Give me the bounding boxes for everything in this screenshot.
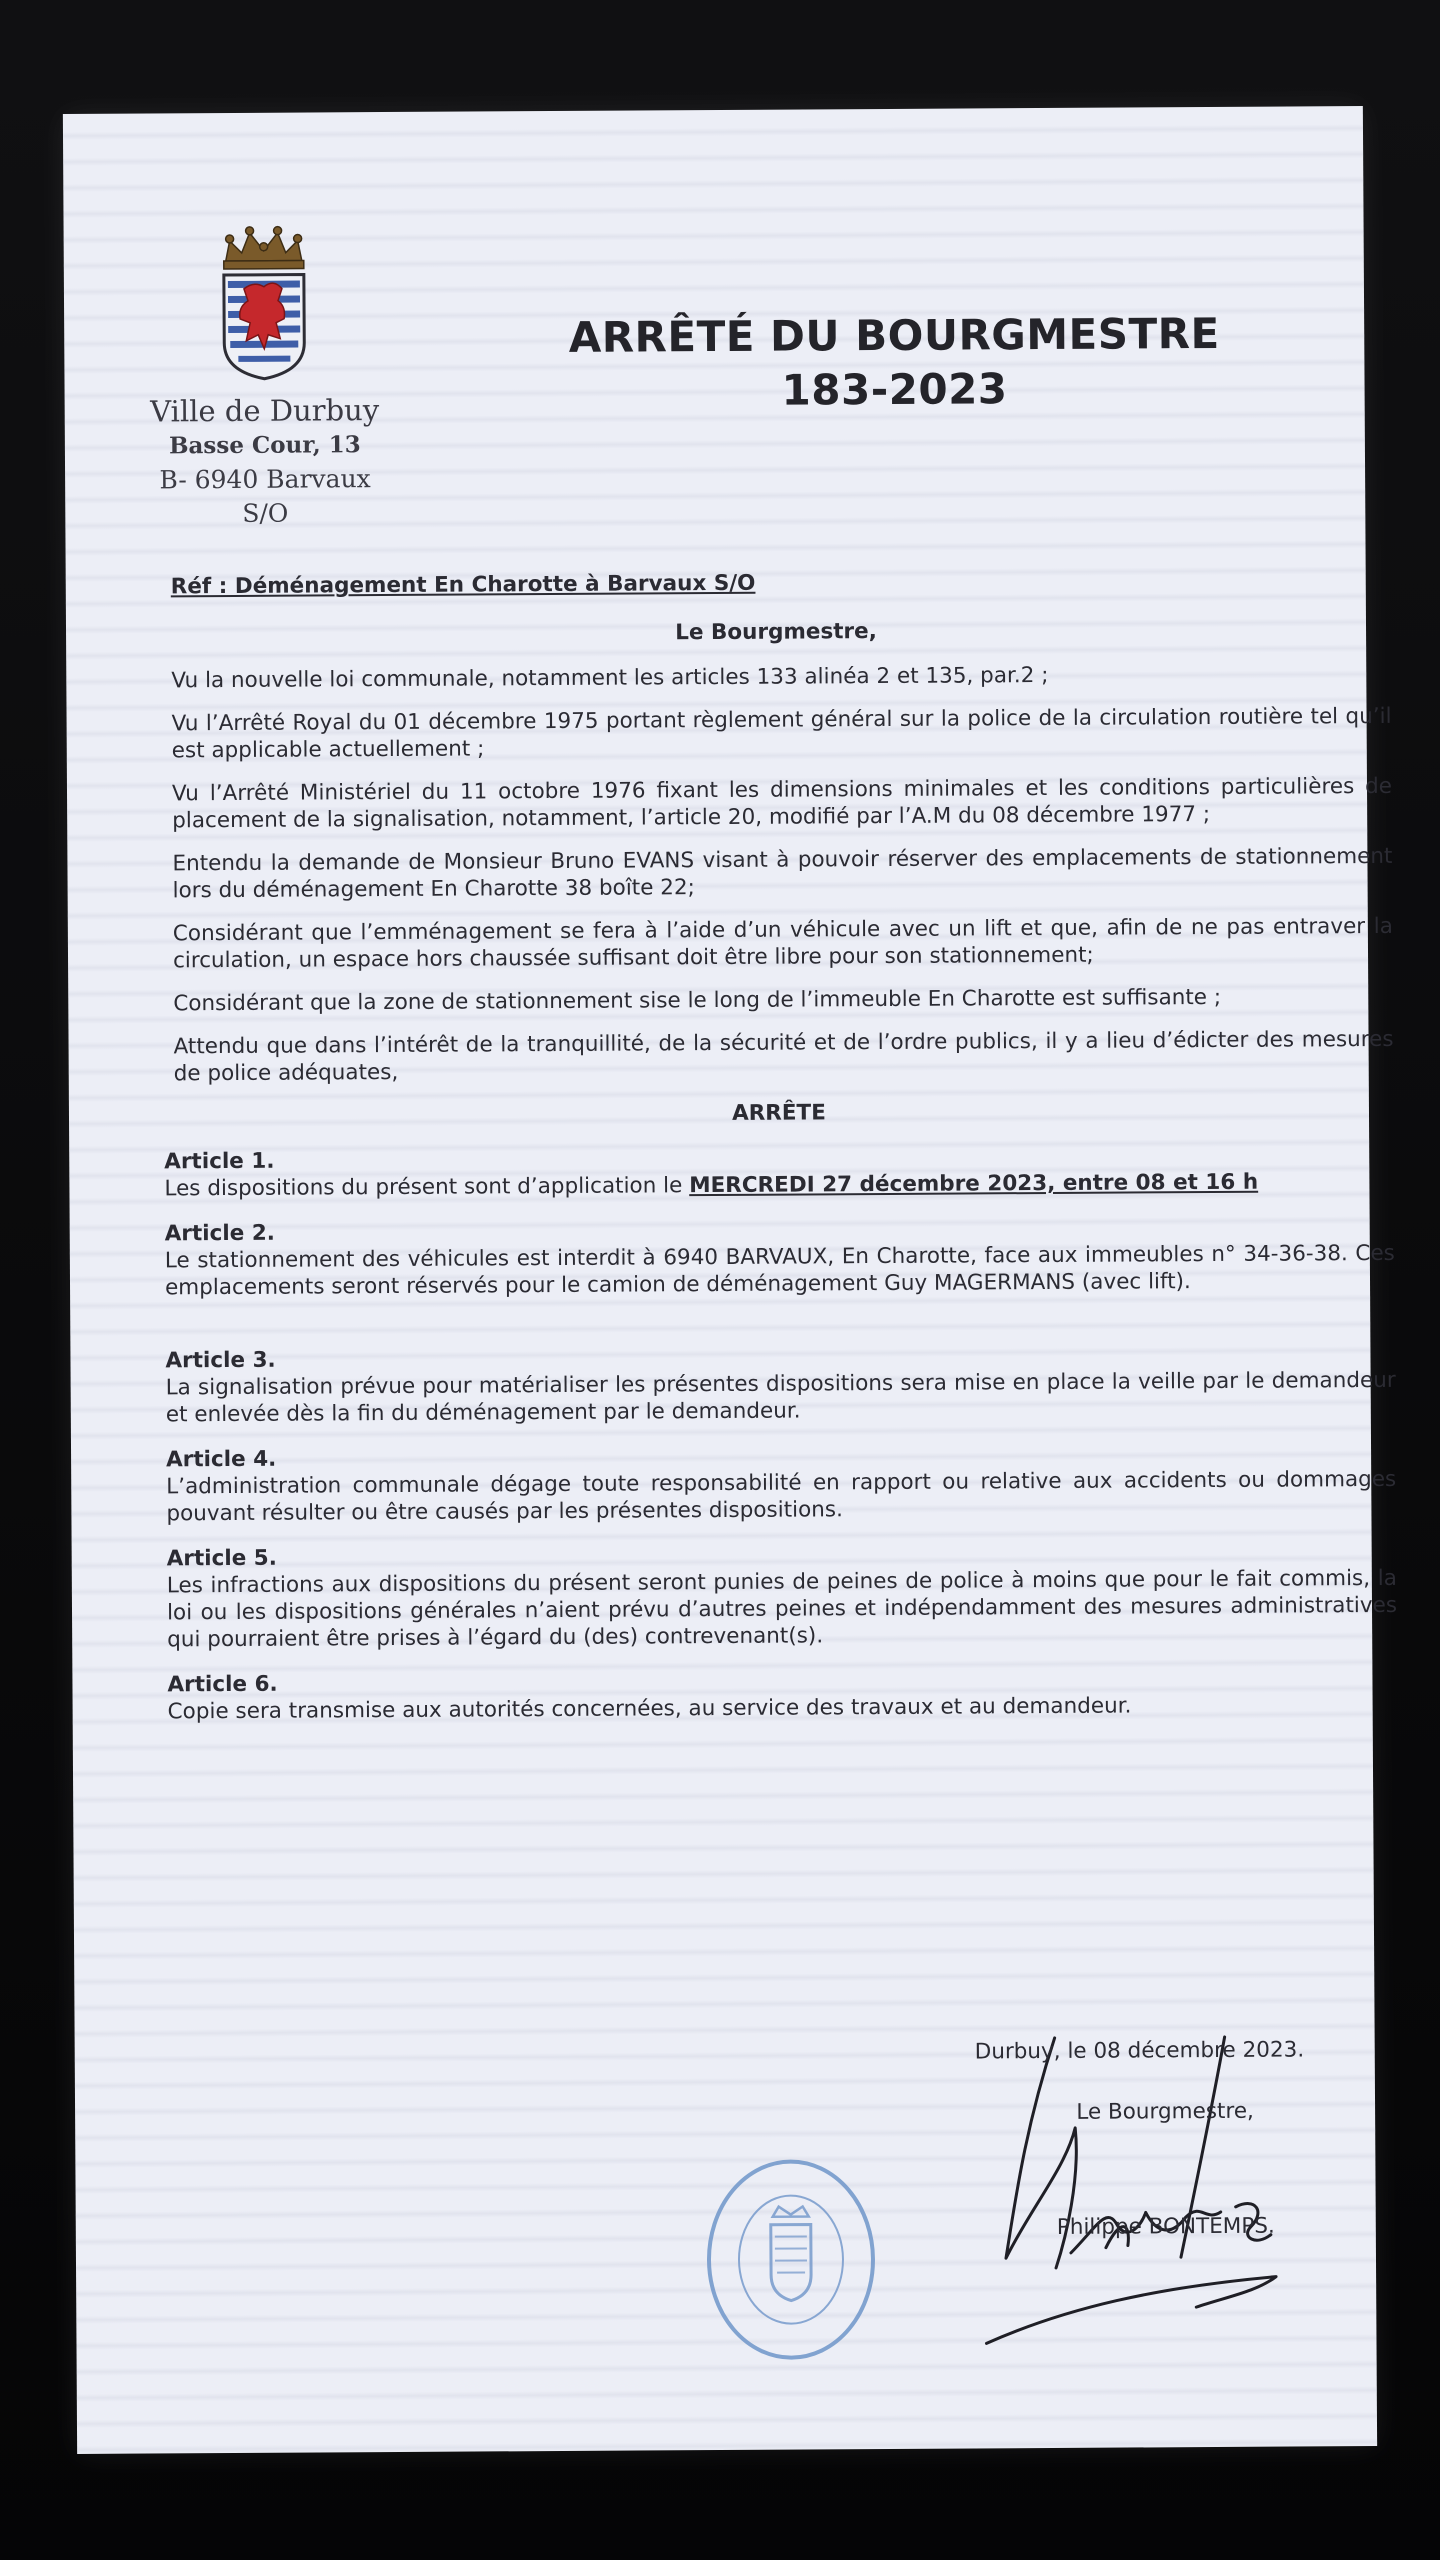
- coat-of-arms-icon: [216, 222, 313, 383]
- consideration-paragraph: Considérant que l’emménagement se fera à l’aide d’un véhicule avec un lift et que, afin de ne pas entraver la circulation, un espace hors chaussée suffisant doit être libre pour son stationnement;: [172, 913, 1393, 974]
- document-page: [63, 106, 1398, 2454]
- signatory-name: Philippe BONTEMPS.: [1056, 2213, 1275, 2240]
- consideration-paragraph: Vu l’Arrêté Royal du 01 décembre 1975 portant règlement général sur la police de la circulation routière tel qu’il est applicable actuellement ;: [171, 703, 1392, 764]
- consideration-paragraph: Vu la nouvelle loi communale, notamment les articles 133 alinéa 2 et 135, par.2 ;: [171, 662, 1049, 694]
- town-name: Ville de Durbuy: [150, 393, 380, 429]
- decree-number: 183-2023: [781, 364, 1008, 415]
- article-6-title: Article 6.: [167, 1671, 278, 1698]
- municipal-stamp-icon: [700, 2154, 881, 2365]
- article-2-text: Le stationnement des véhicules est interdit à 6940 BARVAUX, En Charotte, face aux immeubles n° 34-36-38. Ces emplacements seront réservés pour le camion de déménagement Guy MAGERMANS (avec lift).: [164, 1240, 1395, 1301]
- consideration-paragraph: Entendu la demande de Monsieur Bruno EVANS visant à pouvoir réserver des emplacements de stationnement lors du déménagement En Charotte 38 boîte 22;: [172, 843, 1393, 904]
- article-5-text: Les infractions aux dispositions du présent seront punies de peines de police à moins que pour le fait commis, la loi ou les dispositions générales n’aient prévu d’autres peines et indépendamment des mesures administratives qui pourraient être prises à l’égard du (des) contrevenant(s).: [166, 1565, 1398, 1653]
- consideration-paragraph: Considérant que la zone de stationnement sise le long de l’immeuble En Charotte est suffisante ;: [173, 984, 1222, 1017]
- document-body: [161, 566, 1398, 1743]
- article-1-body: Les dispositions du présent sont d’application le: [164, 1173, 690, 1202]
- reference-line: Réf : Déménagement En Charotte à Barvaux S/O: [170, 570, 756, 600]
- article-2-title: Article 2.: [164, 1220, 275, 1247]
- article-4-text: L’administration communale dégage toute responsabilité en rapport ou relative aux accidents ou dommages pouvant résulter ou être causés par les présentes dispositions.: [166, 1466, 1397, 1527]
- signatory-role: Le Bourgmestre,: [1076, 2098, 1254, 2125]
- article-6-text: Copie sera transmise aux autorités concernées, au service des travaux et au demandeur.: [167, 1693, 1132, 1725]
- decree-title: [534, 307, 1255, 419]
- consideration-paragraph: Attendu que dans l’intérêt de la tranquillité, de la sécurité et de l’ordre publics, il y a lieu d’édicter des mesures de police adéquates,: [173, 1026, 1394, 1087]
- article-3-title: Article 3.: [165, 1347, 276, 1374]
- article-4-title: Article 4.: [166, 1446, 277, 1473]
- town-street: Basse Cour, 13: [168, 431, 361, 460]
- article-1-date: MERCREDI 27 décembre 2023, entre 08 et 16 h: [689, 1169, 1259, 1199]
- decree-title-line: ARRÊTÉ DU BOURGMESTRE: [568, 308, 1220, 362]
- signature-block: [955, 2036, 1376, 2242]
- town-city: B- 6940 Barvaux S/O: [159, 464, 371, 528]
- letterhead: [134, 222, 396, 532]
- decree-heading: ARRÊTE: [732, 1100, 826, 1126]
- article-3-text: La signalisation prévue pour matérialiser les présentes dispositions sera mise en place la veille par le demandeur et enlevée dès la fin du déménagement par le demandeur.: [165, 1367, 1396, 1428]
- article-1-title: Article 1.: [164, 1148, 275, 1175]
- article-5-title: Article 5.: [166, 1545, 277, 1572]
- signature-place-date: Durbuy, le 08 décembre 2023.: [974, 2037, 1305, 2065]
- consideration-paragraph: Vu l’Arrêté Ministériel du 11 octobre 1976 fixant les dimensions minimales et les conditions particulières de placement de la signalisation, notamment, l’article 20, modifié par l’A.M du 08 décembre 1977 ;: [171, 773, 1393, 834]
- authority-heading: Le Bourgmestre,: [675, 619, 877, 646]
